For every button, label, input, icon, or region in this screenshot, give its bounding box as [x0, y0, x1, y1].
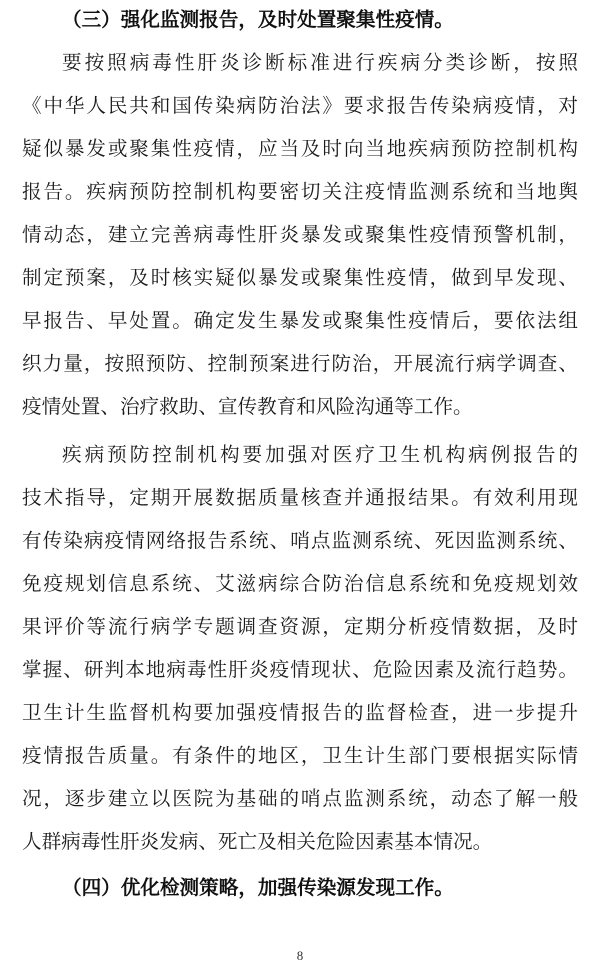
- section-heading-4: （四）优化检测策略，加强传染源发现工作。: [62, 876, 454, 899]
- paragraph-line: 疾病预防控制机构要加强对医疗卫生机构病例报告的: [62, 443, 578, 466]
- paragraph-line: 《中华人民共和国传染病防治法》要求报告传染病疫情，对: [22, 94, 578, 117]
- paragraph-line: 早报告、早处置。确定发生暴发或聚集性疫情后，要依法组: [22, 309, 578, 332]
- paragraph-line: 疫情处置、治疗救助、宣传教育和风险沟通等工作。: [22, 395, 473, 418]
- paragraph-line: 制定预案，及时核实疑似暴发或聚集性疫情，做到早发现、: [22, 266, 578, 289]
- paragraph-line: 果评价等流行病学专题调查资源，定期分析疫情数据，及时: [22, 615, 578, 638]
- paragraph-line: 要按照病毒性肝炎诊断标准进行疾病分类诊断，按照: [62, 51, 578, 74]
- paragraph-line: 卫生计生监督机构要加强疫情报告的监督检查，进一步提升: [22, 701, 578, 724]
- paragraph-line: 技术指导，定期开展数据质量核查并通报结果。有效利用现: [22, 486, 578, 509]
- paragraph-line: 况，逐步建立以医院为基础的哨点监测系统，动态了解一般: [22, 787, 578, 810]
- paragraph-line: 有传染病疫情网络报告系统、哨点监测系统、死因监测系统、: [22, 529, 578, 552]
- paragraph-line: 疑似暴发或聚集性疫情，应当及时向当地疾病预防控制机构: [22, 137, 578, 160]
- paragraph-line: 掌握、研判本地病毒性肝炎疫情现状、危险因素及流行趋势。: [22, 658, 578, 681]
- paragraph-line: 情动态，建立完善病毒性肝炎暴发或聚集性疫情预警机制，: [22, 223, 578, 246]
- paragraph-line: 织力量，按照预防、控制预案进行防治，开展流行病学调查、: [22, 352, 578, 375]
- paragraph-line: 免疫规划信息系统、艾滋病综合防治信息系统和免疫规划效: [22, 572, 578, 595]
- page-number: 8: [296, 948, 304, 963]
- paragraph-line: 疫情报告质量。有条件的地区，卫生计生部门要根据实际情: [22, 744, 578, 767]
- paragraph-line: 人群病毒性肝炎发病、死亡及相关危险因素基本情况。: [22, 830, 493, 853]
- paragraph-line: 报告。疾病预防控制机构要密切关注疫情监测系统和当地舆: [22, 180, 578, 203]
- section-heading-3: （三）强化监测报告，及时处置聚集性疫情。: [62, 8, 454, 31]
